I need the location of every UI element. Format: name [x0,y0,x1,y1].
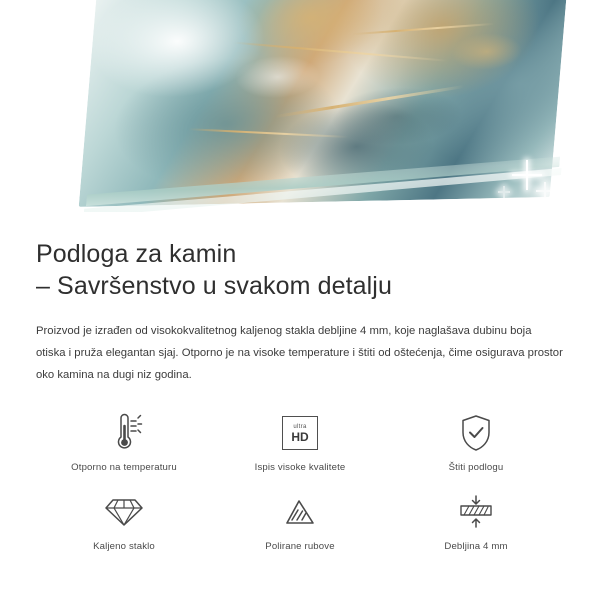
product-description: Proizvod je izrađen od visokokvalitetnog kaljenog stakla debljine 4 mm, koje naglašava dubinu boja otiska i pruža elegantan sjaj. Otporno je na visoke temperature i štiti od oštećenja, čime osigurava prostor oko kamina na dugi niz godina. [36,325,563,382]
content-section [0,212,600,552]
ultra-hd-badge-icon [282,412,318,454]
feature-label: Polirane rubove [265,541,335,553]
feature-label: Kaljeno staklo [93,541,155,553]
feature-label: Ispis visoke kvalitete [254,462,346,474]
feature-label: Štiti podlogu [448,462,504,474]
feature-protects-surface [388,412,564,473]
badge-main-text: HD [291,429,309,444]
feature-thickness [388,491,564,552]
thermometer-icon [104,412,144,454]
feature-temperature-resistant [36,412,212,473]
feature-high-quality-print [212,412,388,473]
gold-vein-4 [352,23,494,35]
feature-polished-edges [212,491,388,552]
page-title-line-2: – Savršenstvo u svakom detalju [36,272,392,300]
feature-grid [36,412,564,552]
gold-vein-3 [189,128,348,137]
gold-vein-1 [234,41,448,61]
gold-vein-2 [275,85,464,118]
shield-check-icon [458,412,494,454]
badge-top-text: ultra [293,423,307,430]
thickness-arrows-icon [455,491,497,533]
polished-edges-icon [279,491,321,533]
page-title-line-1: Podloga za kamin [36,240,237,268]
hero-image [0,0,600,212]
feature-label: Otporno na temperaturu [71,462,177,474]
feature-tempered-glass [36,491,212,552]
diamond-icon [104,491,144,533]
feature-label: Debljina 4 mm [444,541,508,553]
page-title [36,238,564,302]
